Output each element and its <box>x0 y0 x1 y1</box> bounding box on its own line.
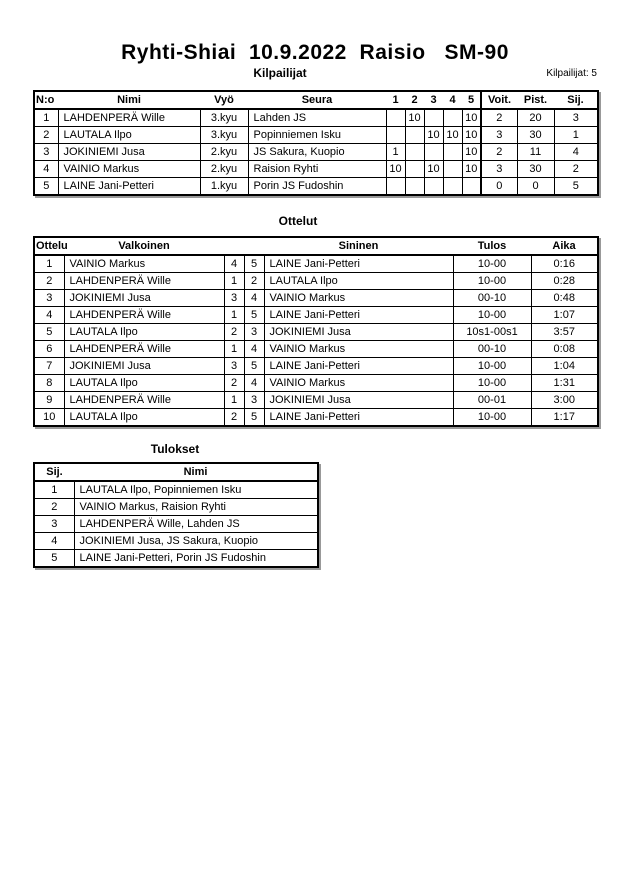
column-header-3: 3 <box>424 91 443 109</box>
cell-voit: 0 <box>481 178 517 196</box>
cell-result: 10-00 <box>453 375 531 392</box>
cell-seura: Popinniemen Isku <box>248 127 386 144</box>
cell-score-1: 10 <box>386 161 405 178</box>
cell-result: 10-00 <box>453 273 531 290</box>
cell-score-1: 1 <box>386 144 405 161</box>
cell-name-club: LAINE Jani-Petteri, Porin JS Fudoshin <box>74 550 318 568</box>
cell-match-no: 2 <box>34 273 64 290</box>
match-row <box>34 255 598 273</box>
column-header-sininen: Sininen <box>264 237 453 255</box>
section-heading-ottelut: Ottelut <box>278 214 318 228</box>
cell-white-number: 3 <box>224 358 244 375</box>
cell-blue-name: LAINE Jani-Petteri <box>264 307 453 324</box>
competitors-table <box>33 90 599 196</box>
cell-result: 10-00 <box>453 255 531 273</box>
section-heading-kilpailijat: Kilpailijat <box>253 66 307 80</box>
cell-result: 00-01 <box>453 392 531 409</box>
cell-result: 10-00 <box>453 307 531 324</box>
cell-match-no: 6 <box>34 341 64 358</box>
cell-score-3: 10 <box>424 127 443 144</box>
cell-name-club: LAUTALA Ilpo, Popinniemen Isku <box>74 481 318 499</box>
cell-white-number: 2 <box>224 409 244 427</box>
cell-blue-name: LAINE Jani-Petteri <box>264 409 453 427</box>
cell-blue-name: LAUTALA Ilpo <box>264 273 453 290</box>
cell-match-no: 3 <box>34 290 64 307</box>
cell-white-number: 1 <box>224 307 244 324</box>
cell-blue-number: 4 <box>244 341 264 358</box>
cell-result: 00-10 <box>453 341 531 358</box>
cell-time: 3:00 <box>531 392 598 409</box>
competitor-row <box>34 127 598 144</box>
column-header-numbers <box>224 237 264 255</box>
cell-score-3 <box>424 178 443 196</box>
cell-time: 0:48 <box>531 290 598 307</box>
cell-time: 1:04 <box>531 358 598 375</box>
cell-sij: 5 <box>554 178 598 196</box>
cell-time: 1:07 <box>531 307 598 324</box>
cell-name-club: LAHDENPERÄ Wille, Lahden JS <box>74 516 318 533</box>
match-row <box>34 290 598 307</box>
cell-nimi: LAUTALA Ilpo <box>58 127 200 144</box>
cell-match-no: 8 <box>34 375 64 392</box>
page-title: Ryhti-Shiai 10.9.2022 Raisio SM-90 <box>121 41 509 64</box>
competitor-row <box>34 144 598 161</box>
cell-blue-name: VAINIO Markus <box>264 290 453 307</box>
cell-white-name: LAUTALA Ilpo <box>64 375 224 392</box>
cell-time: 0:28 <box>531 273 598 290</box>
match-row <box>34 324 598 341</box>
cell-white-name: LAHDENPERÄ Wille <box>64 341 224 358</box>
matches-header-row <box>34 237 598 255</box>
column-header-nimi: Nimi <box>74 463 318 481</box>
cell-name-club: JOKINIEMI Jusa, JS Sakura, Kuopio <box>74 533 318 550</box>
cell-seura: Raision Ryhti <box>248 161 386 178</box>
cell-pist: 20 <box>517 109 554 127</box>
result-row <box>34 550 318 568</box>
cell-blue-number: 2 <box>244 273 264 290</box>
cell-score-4: 10 <box>443 127 462 144</box>
cell-match-no: 4 <box>34 307 64 324</box>
cell-white-name: LAHDENPERÄ Wille <box>64 273 224 290</box>
cell-sij: 1 <box>554 127 598 144</box>
cell-pist: 0 <box>517 178 554 196</box>
match-row <box>34 341 598 358</box>
cell-result: 10-00 <box>453 358 531 375</box>
cell-blue-number: 5 <box>244 255 264 273</box>
cell-match-no: 7 <box>34 358 64 375</box>
cell-place: 4 <box>34 533 74 550</box>
cell-blue-name: JOKINIEMI Jusa <box>264 392 453 409</box>
column-header-nimi: Nimi <box>58 91 200 109</box>
cell-score-4 <box>443 144 462 161</box>
cell-white-number: 2 <box>224 324 244 341</box>
column-header-tulos: Tulos <box>453 237 531 255</box>
cell-score-5: 10 <box>462 144 481 161</box>
cell-score-4 <box>443 109 462 127</box>
result-row <box>34 481 318 499</box>
cell-blue-name: JOKINIEMI Jusa <box>264 324 453 341</box>
match-row <box>34 409 598 427</box>
cell-white-number: 4 <box>224 255 244 273</box>
cell-nimi: VAINIO Markus <box>58 161 200 178</box>
cell-score-2: 10 <box>405 109 424 127</box>
cell-nimi: JOKINIEMI Jusa <box>58 144 200 161</box>
column-header-vyo: Vyö <box>200 91 248 109</box>
competitor-row <box>34 161 598 178</box>
cell-voit: 2 <box>481 144 517 161</box>
match-row <box>34 392 598 409</box>
cell-white-name: LAHDENPERÄ Wille <box>64 307 224 324</box>
cell-no: 3 <box>34 144 58 161</box>
section-heading-tulokset: Tulokset <box>150 442 200 456</box>
cell-sij: 2 <box>554 161 598 178</box>
match-row <box>34 307 598 324</box>
cell-blue-number: 4 <box>244 290 264 307</box>
results-header-row <box>34 463 318 481</box>
cell-place: 2 <box>34 499 74 516</box>
cell-match-no: 1 <box>34 255 64 273</box>
cell-result: 10-00 <box>453 409 531 427</box>
cell-result: 00-10 <box>453 290 531 307</box>
cell-vyo: 1.kyu <box>200 178 248 196</box>
cell-white-number: 1 <box>224 273 244 290</box>
cell-place: 3 <box>34 516 74 533</box>
cell-score-4 <box>443 178 462 196</box>
cell-time: 0:08 <box>531 341 598 358</box>
cell-score-1 <box>386 127 405 144</box>
cell-score-5: 10 <box>462 109 481 127</box>
cell-seura: JS Sakura, Kuopio <box>248 144 386 161</box>
competitors-header-row <box>34 91 598 109</box>
cell-score-3 <box>424 109 443 127</box>
column-header-voit: Voit. <box>481 91 517 109</box>
cell-score-5: 10 <box>462 127 481 144</box>
cell-no: 4 <box>34 161 58 178</box>
cell-vyo: 2.kyu <box>200 161 248 178</box>
cell-no: 1 <box>34 109 58 127</box>
cell-place: 5 <box>34 550 74 568</box>
cell-white-number: 2 <box>224 375 244 392</box>
cell-white-name: JOKINIEMI Jusa <box>64 290 224 307</box>
match-row <box>34 273 598 290</box>
cell-pist: 11 <box>517 144 554 161</box>
cell-time: 0:16 <box>531 255 598 273</box>
column-header-sij: Sij. <box>554 91 598 109</box>
column-header-seura: Seura <box>248 91 386 109</box>
column-header-1: 1 <box>386 91 405 109</box>
cell-score-5: 10 <box>462 161 481 178</box>
cell-blue-number: 3 <box>244 324 264 341</box>
cell-time: 1:31 <box>531 375 598 392</box>
cell-blue-name: LAINE Jani-Petteri <box>264 358 453 375</box>
column-header-ottelu: Ottelu <box>34 237 64 255</box>
cell-vyo: 3.kyu <box>200 109 248 127</box>
cell-score-2 <box>405 144 424 161</box>
cell-blue-number: 5 <box>244 358 264 375</box>
cell-place: 1 <box>34 481 74 499</box>
cell-voit: 3 <box>481 161 517 178</box>
cell-voit: 2 <box>481 109 517 127</box>
cell-sij: 4 <box>554 144 598 161</box>
result-row <box>34 516 318 533</box>
cell-white-name: LAUTALA Ilpo <box>64 324 224 341</box>
cell-white-number: 1 <box>224 341 244 358</box>
cell-sij: 3 <box>554 109 598 127</box>
cell-blue-name: VAINIO Markus <box>264 375 453 392</box>
cell-score-4 <box>443 161 462 178</box>
column-header-pist: Pist. <box>517 91 554 109</box>
cell-blue-name: VAINIO Markus <box>264 341 453 358</box>
cell-score-3 <box>424 144 443 161</box>
result-row <box>34 533 318 550</box>
cell-score-5 <box>462 178 481 196</box>
cell-vyo: 3.kyu <box>200 127 248 144</box>
cell-white-number: 1 <box>224 392 244 409</box>
cell-score-2 <box>405 178 424 196</box>
cell-white-name: LAUTALA Ilpo <box>64 409 224 427</box>
cell-result: 10s1-00s1 <box>453 324 531 341</box>
column-header-no: N:o <box>34 91 58 109</box>
match-row <box>34 358 598 375</box>
cell-score-1 <box>386 178 405 196</box>
matches-table <box>33 236 599 427</box>
competitor-row <box>34 178 598 196</box>
cell-match-no: 5 <box>34 324 64 341</box>
cell-blue-number: 5 <box>244 409 264 427</box>
column-header-valkoinen: Valkoinen <box>64 237 224 255</box>
result-row <box>34 499 318 516</box>
cell-blue-number: 4 <box>244 375 264 392</box>
cell-score-2 <box>405 161 424 178</box>
cell-seura: Lahden JS <box>248 109 386 127</box>
cell-no: 5 <box>34 178 58 196</box>
cell-blue-number: 5 <box>244 307 264 324</box>
cell-score-1 <box>386 109 405 127</box>
match-row <box>34 375 598 392</box>
cell-time: 1:17 <box>531 409 598 427</box>
cell-time: 3:57 <box>531 324 598 341</box>
cell-nimi: LAINE Jani-Petteri <box>58 178 200 196</box>
cell-match-no: 9 <box>34 392 64 409</box>
cell-match-no: 10 <box>34 409 64 427</box>
cell-name-club: VAINIO Markus, Raision Ryhti <box>74 499 318 516</box>
cell-vyo: 2.kyu <box>200 144 248 161</box>
cell-seura: Porin JS Fudoshin <box>248 178 386 196</box>
results-table <box>33 462 319 568</box>
cell-white-name: JOKINIEMI Jusa <box>64 358 224 375</box>
competitor-row <box>34 109 598 127</box>
column-header-sij: Sij. <box>34 463 74 481</box>
competitors-count-label: Kilpailijat: 5 <box>546 68 597 79</box>
cell-nimi: LAHDENPERÄ Wille <box>58 109 200 127</box>
column-header-4: 4 <box>443 91 462 109</box>
cell-score-2 <box>405 127 424 144</box>
cell-blue-number: 3 <box>244 392 264 409</box>
cell-no: 2 <box>34 127 58 144</box>
cell-white-name: LAHDENPERÄ Wille <box>64 392 224 409</box>
cell-white-number: 3 <box>224 290 244 307</box>
cell-white-name: VAINIO Markus <box>64 255 224 273</box>
cell-blue-name: LAINE Jani-Petteri <box>264 255 453 273</box>
column-header-aika: Aika <box>531 237 598 255</box>
column-header-5: 5 <box>462 91 481 109</box>
cell-voit: 3 <box>481 127 517 144</box>
cell-pist: 30 <box>517 127 554 144</box>
cell-pist: 30 <box>517 161 554 178</box>
cell-score-3: 10 <box>424 161 443 178</box>
column-header-2: 2 <box>405 91 424 109</box>
